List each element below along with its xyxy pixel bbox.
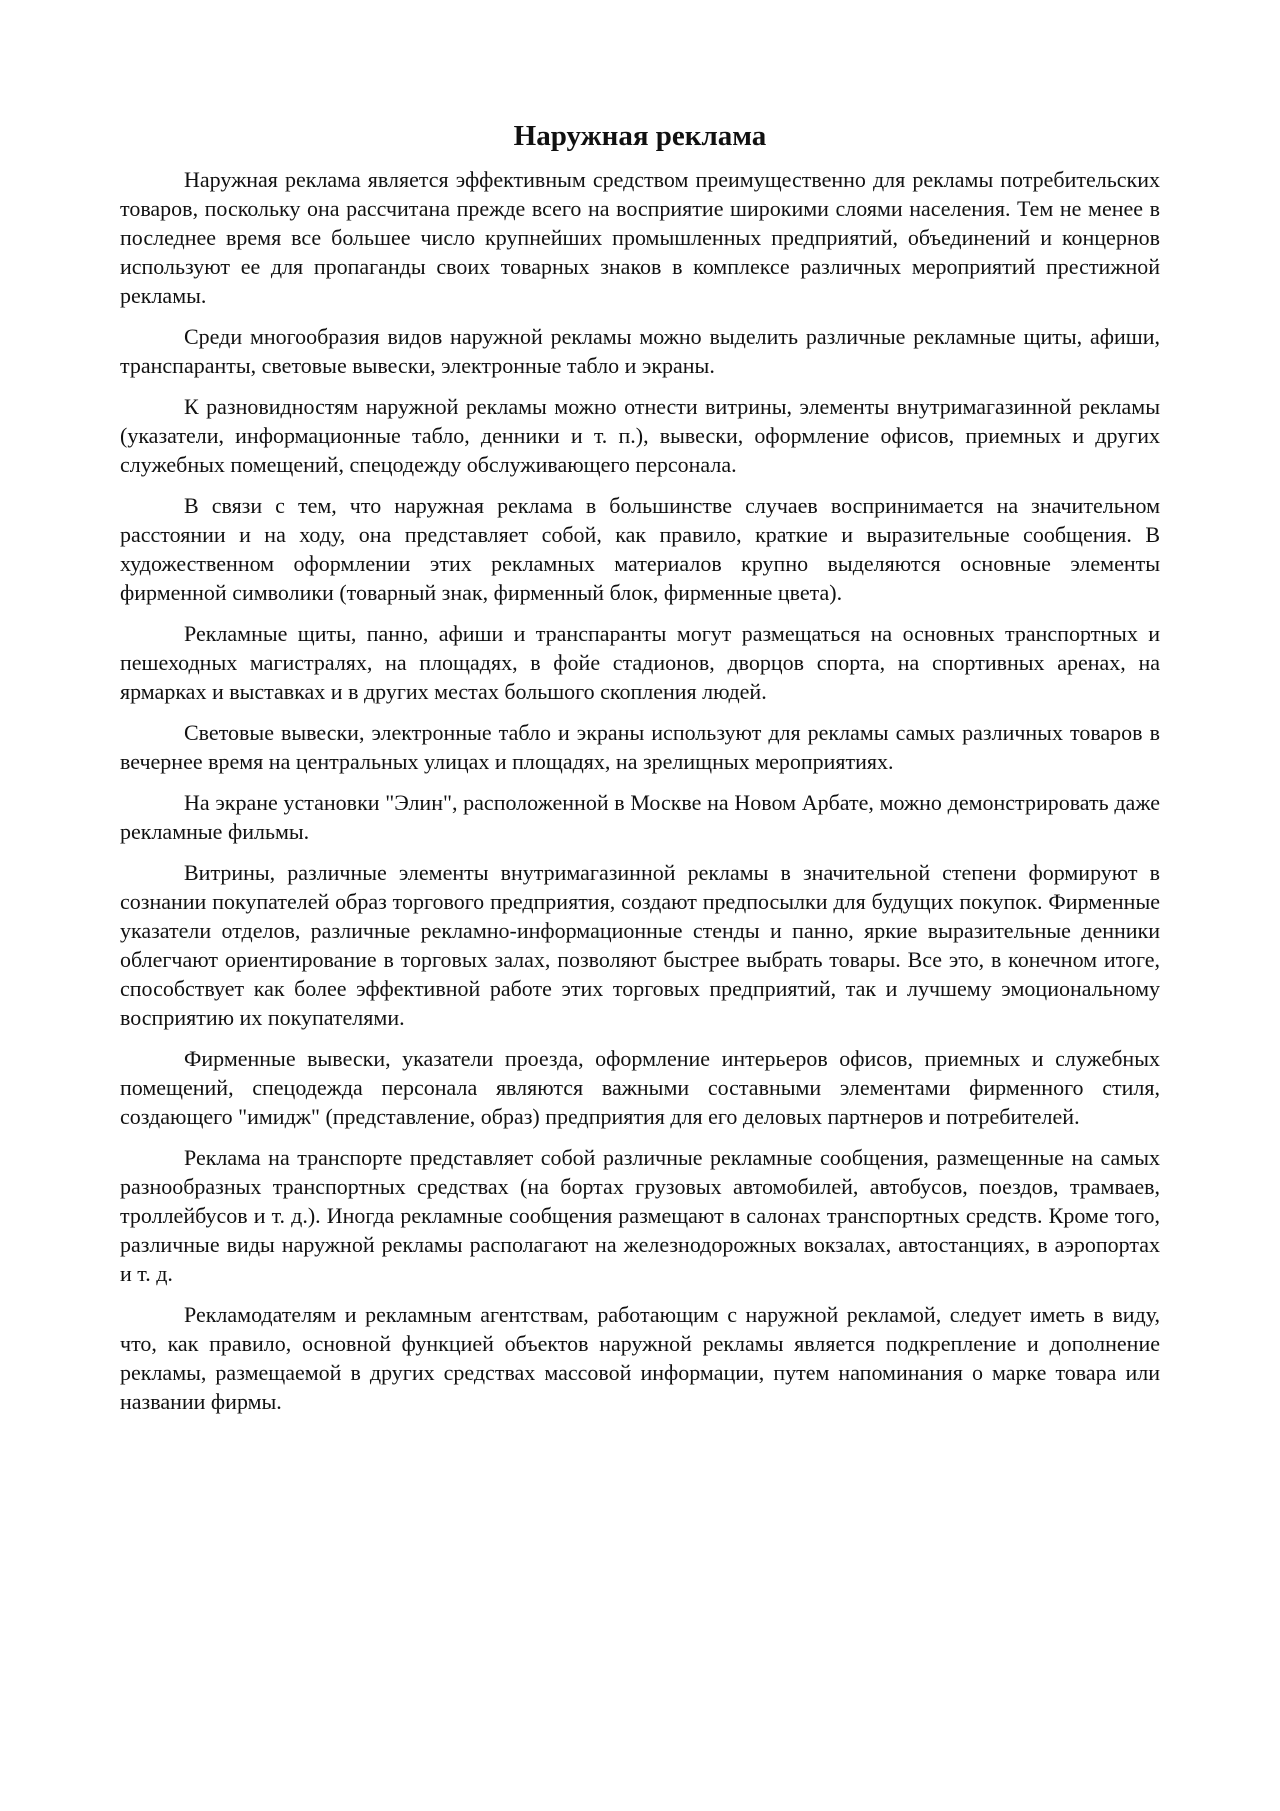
paragraph: На экране установки "Элин", расположенной в Москве на Новом Арбате, можно демонстрировать даже рекламные фильмы. — [120, 790, 1160, 844]
paragraph: Реклама на транспорте представляет собой различные рекламные сообщения, размещенные на самых разнообразных транспортных средствах (на бортах грузовых автомобилей, автобусов, поездов, трамваев, троллейбусов и т. д.). Иногда рекламные сообщения размещают в салонах транспортных средств. Кроме того, различные виды наружной рекламы располагают на железнодорожных вокзалах, автостанциях, в аэропортах и т. д. — [120, 1145, 1160, 1286]
paragraph: В связи с тем, что наружная реклама в большинстве случаев воспринимается на значительном расстоянии и на ходу, она представляет собой, как правило, краткие и выразительные сообщения. В художественном оформлении этих рекламных материалов крупно выделяются основные элементы фирменной символики (товарный знак, фирменный блок, фирменные цвета). — [120, 493, 1160, 605]
paragraph: Световые вывески, электронные табло и экраны используют для рекламы самых различных товаров в вечернее время на центральных улицах и площадях, на зрелищных мероприятиях. — [120, 720, 1160, 774]
document-page — [120, 118, 1160, 1428]
paragraph: Витрины, различные элементы внутримагазинной рекламы в значительной степени формируют в сознании покупателей образ торгового предприятия, создают предпосылки для будущих покупок. Фирменные указатели отделов, различные рекламно-информационные стенды и панно, яркие выразительные денники облегчают ориентирование в торговых залах, позволяют быстрее выбрать товары. Все это, в конечном итоге, способствует как более эффективной работе этих торговых предприятий, так и лучшему эмоциональному восприятию их покупателями. — [120, 860, 1160, 1030]
paragraph: Рекламные щиты, панно, афиши и транспаранты могут размещаться на основных транспортных и пешеходных магистралях, на площадях, в фойе стадионов, дворцов спорта, на спортивных аренах, на ярмарках и выставках и в других местах большого скопления людей. — [120, 621, 1160, 704]
document-title: Наружная реклама — [513, 120, 767, 152]
paragraph: Среди многообразия видов наружной рекламы можно выделить различные рекламные щиты, афиши, транспаранты, световые вывески, электронные табло и экраны. — [120, 324, 1160, 378]
paragraph: К разновидностям наружной рекламы можно отнести витрины, элементы внутримагазинной рекламы (указатели, информационные табло, денники и т. п.), вывески, оформление офисов, приемных и других служебных помещений, спецодежду обслуживающего персонала. — [120, 394, 1160, 477]
paragraph: Фирменные вывески, указатели проезда, оформление интерьеров офисов, приемных и служебных помещений, спецодежда персонала являются важными составными элементами фирменного стиля, создающего "имидж" (представление, образ) предприятия для его деловых партнеров и потребителей. — [120, 1046, 1160, 1129]
paragraph: Рекламодателям и рекламным агентствам, работающим с наружной рекламой, следует иметь в виду, что, как правило, основной функцией объектов наружной рекламы является подкрепление и дополнение рекламы, размещаемой в других средствах массовой информации, путем напоминания о марке товара или названии фирмы. — [120, 1302, 1160, 1414]
paragraph: Наружная реклама является эффективным средством преимущественно для рекламы потребительских товаров, поскольку она рассчитана прежде всего на восприятие широкими слоями населения. Тем не менее в последнее время все большее число крупнейших промышленных предприятий, объединений и концернов используют ее для пропаганды своих товарных знаков в комплексе различных мероприятий престижной рекламы. — [120, 167, 1160, 308]
